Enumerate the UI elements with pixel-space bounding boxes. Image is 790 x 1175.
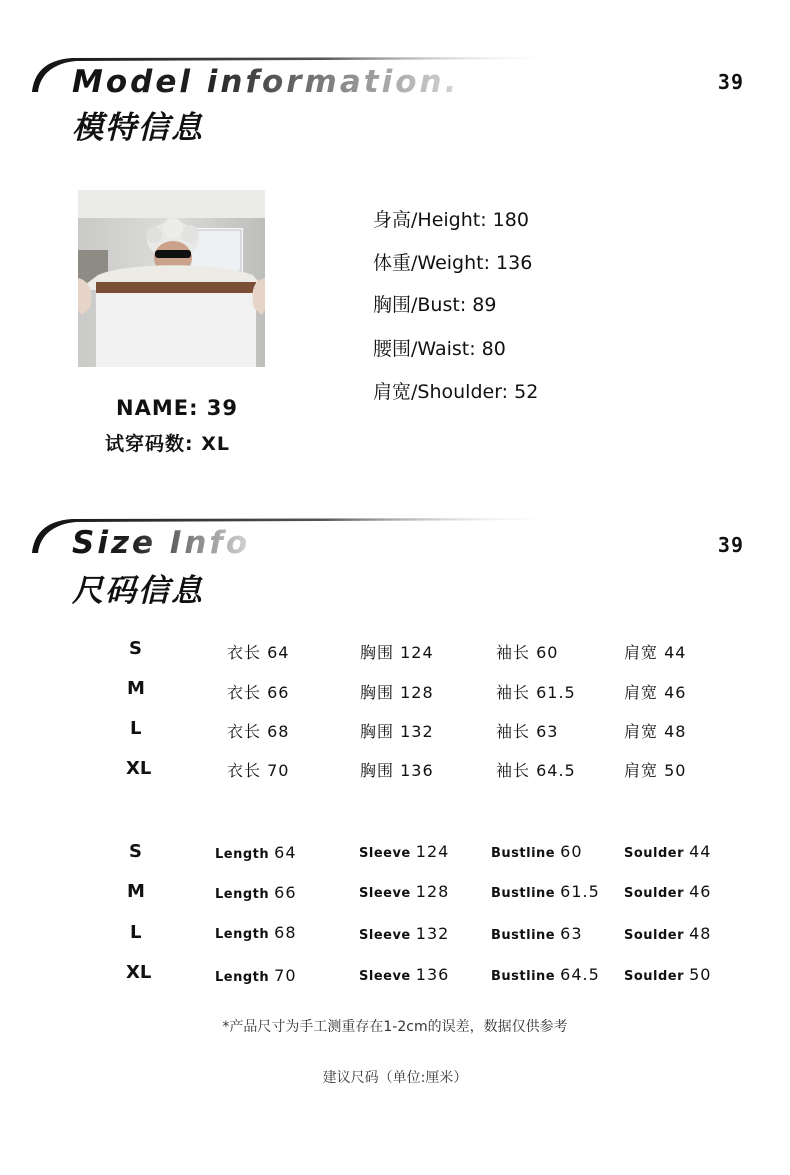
en-s-length: Length 64	[215, 843, 297, 862]
model-tried-size: 试穿码数: XL	[105, 433, 230, 455]
en-s-shoulder: Soulder 44	[624, 842, 712, 861]
cn-l-bust: 胸围 132	[360, 722, 434, 741]
en-l-shoulder: Soulder 48	[624, 924, 712, 943]
model-photo-illustration	[78, 190, 265, 367]
size-cn-s: S	[129, 638, 142, 659]
size-badge: 39	[717, 533, 744, 557]
cn-xl-bust: 胸围 136	[360, 761, 434, 780]
en-xl-length: Length 70	[215, 966, 297, 985]
cn-m-sleeve: 袖长 61.5	[496, 683, 576, 702]
size-en-m: M	[127, 881, 145, 902]
size-title-cn: 尺码信息	[72, 573, 204, 609]
cn-s-sleeve: 袖长 60	[496, 643, 559, 662]
cn-s-bust: 胸围 124	[360, 643, 434, 662]
en-m-sleeve: Sleeve 128	[359, 882, 450, 901]
cn-m-bust: 胸围 128	[360, 683, 434, 702]
size-cn-m: M	[127, 678, 145, 699]
en-l-sleeve: Sleeve 132	[359, 924, 450, 943]
cn-xl-shoulder: 肩宽 50	[624, 761, 687, 780]
en-m-shoulder: Soulder 46	[624, 882, 712, 901]
cn-xl-length: 衣长 70	[227, 761, 290, 780]
unit-note: 建议尺码（单位:厘米）	[322, 1070, 468, 1086]
en-s-sleeve: Sleeve 124	[359, 842, 450, 861]
en-s-bustline: Bustline 60	[491, 842, 583, 861]
model-badge: 39	[717, 70, 744, 94]
cn-l-shoulder: 肩宽 48	[624, 722, 687, 741]
stat-shoulder: 肩宽/Shoulder: 52	[373, 381, 539, 403]
size-en-s: S	[129, 841, 142, 862]
model-photo	[78, 190, 265, 367]
model-title-cn: 模特信息	[72, 110, 204, 146]
stat-bust: 胸围/Bust: 89	[373, 294, 497, 316]
model-name: NAME: 39	[116, 396, 239, 420]
size-en-xl: XL	[126, 962, 152, 983]
cn-l-length: 衣长 68	[227, 722, 290, 741]
size-cn-xl: XL	[126, 758, 152, 779]
size-en-l: L	[130, 922, 142, 943]
size-cn-l: L	[130, 718, 142, 739]
en-l-length: Length 68	[215, 923, 297, 942]
stat-waist: 腰围/Waist: 80	[373, 338, 506, 360]
cn-xl-sleeve: 袖长 64.5	[496, 761, 576, 780]
en-xl-sleeve: Sleeve 136	[359, 965, 450, 984]
en-l-bustline: Bustline 63	[491, 924, 583, 943]
measurement-note: *产品尺寸为手工测重存在1-2cm的误差，数据仅供参考	[222, 1019, 568, 1035]
cn-s-shoulder: 肩宽 44	[624, 643, 687, 662]
stat-weight: 体重/Weight: 136	[373, 252, 533, 274]
en-xl-shoulder: Soulder 50	[624, 965, 712, 984]
en-m-bustline: Bustline 61.5	[491, 882, 600, 901]
en-m-length: Length 66	[215, 883, 297, 902]
cn-m-length: 衣长 66	[227, 683, 290, 702]
cn-l-sleeve: 袖长 63	[496, 722, 559, 741]
size-title-en: Size Info	[72, 525, 251, 561]
stat-height: 身高/Height: 180	[373, 209, 529, 231]
model-title-en: Model information.	[72, 64, 460, 100]
cn-m-shoulder: 肩宽 46	[624, 683, 687, 702]
en-xl-bustline: Bustline 64.5	[491, 965, 600, 984]
cn-s-length: 衣长 64	[227, 643, 290, 662]
